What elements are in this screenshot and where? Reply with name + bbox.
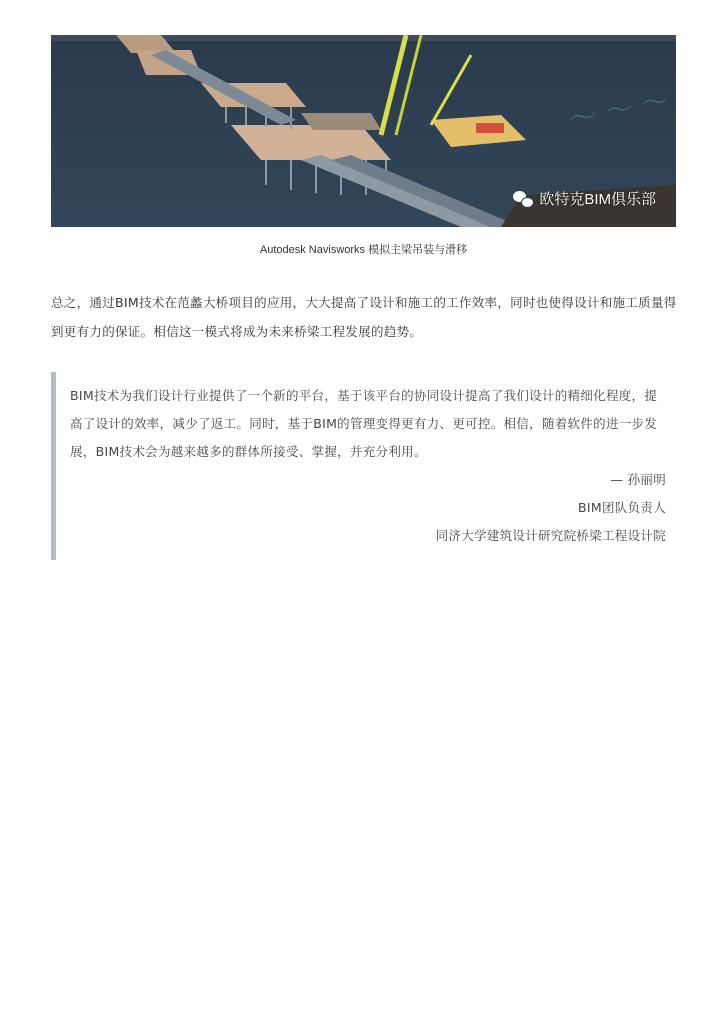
image-caption: Autodesk Navisworks 模拟主梁吊装与滑移 — [259, 244, 468, 256]
bridge-construction-image — [51, 35, 676, 227]
watermark — [513, 188, 656, 209]
watermark-text: 欧特克BIM俱乐部 — [539, 191, 656, 208]
quote-author: — 孙丽明 — [610, 472, 666, 487]
svg-text:～ ～ ～: ～ ～ ～ — [565, 83, 673, 137]
wechat-icon — [513, 191, 533, 207]
blockquote — [51, 372, 676, 560]
quote-text: BIM技术为我们设计行业提供了一个新的平台，基于该平台的协同设计提高了我们设计的精细化程度，提高了设计的效率，减少了返工。同时，基于BIM的管理变得更有力、更可控。相信，随着软件的进一步发展，BIM技术会为越来越多的群体所接受、掌握，并充分利用。 — [70, 388, 658, 459]
body-paragraph: 总之，通过BIM技术在范蠡大桥项目的应用，大大提高了设计和施工的工作效率，同时也使得设计和施工质量得到更有力的保证。相信这一模式将成为未来桥梁工程发展的趋势。 — [51, 295, 677, 339]
quote-organization: 同济大学建筑设计研究院桥梁工程设计院 — [435, 528, 666, 543]
quote-role: BIM团队负责人 — [578, 500, 666, 515]
